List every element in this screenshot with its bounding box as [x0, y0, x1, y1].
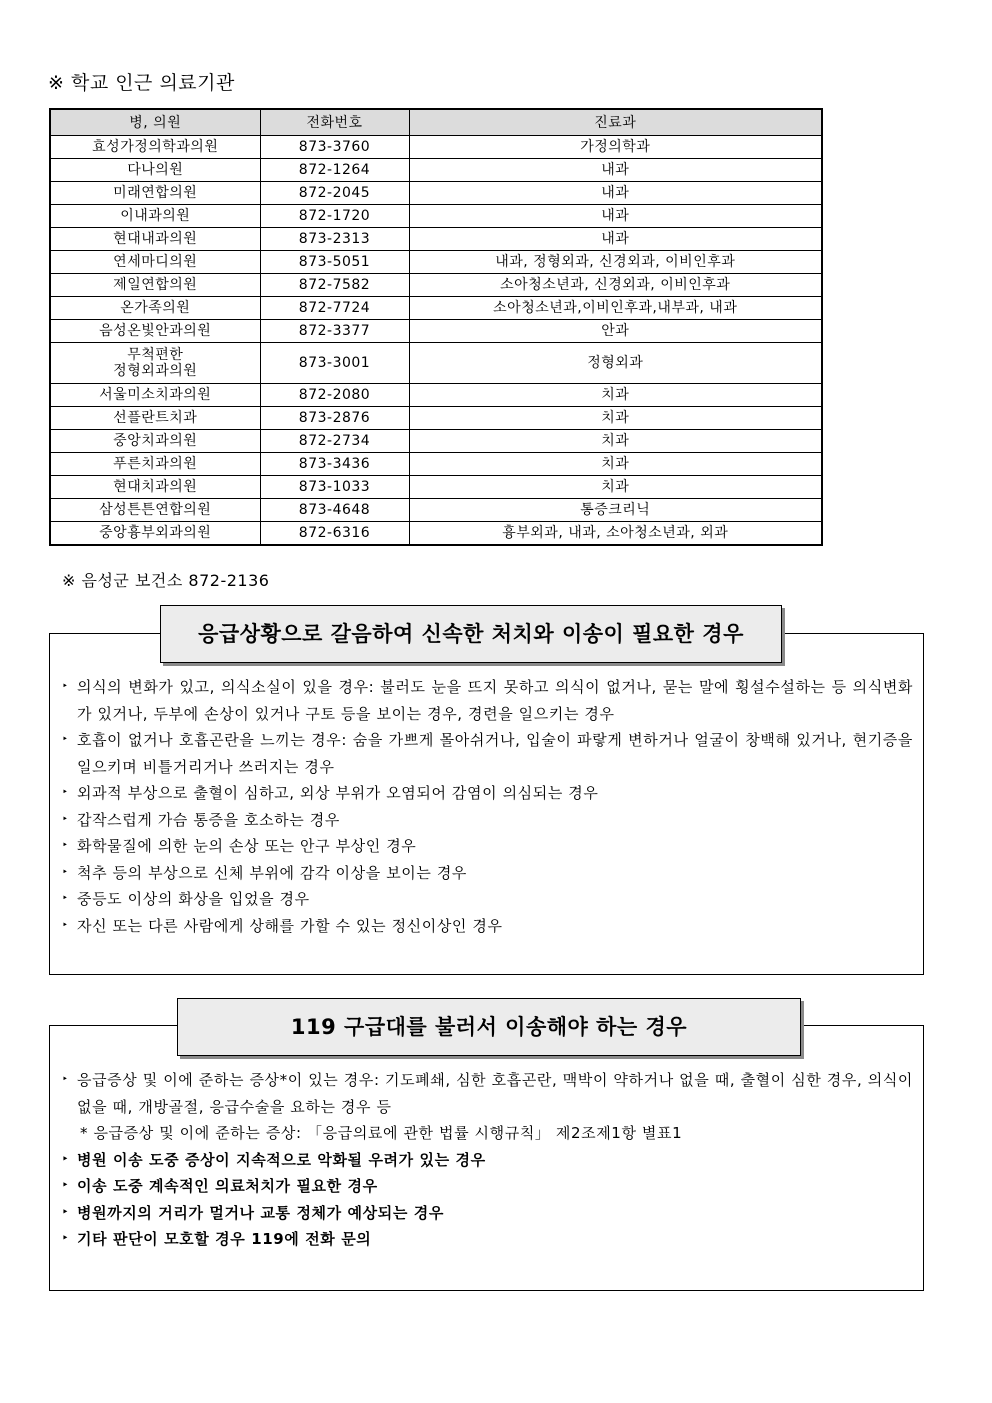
table-row	[50, 343, 822, 384]
list-item: ‣ 병원까지의 거리가 멀거나 교통 정체가 예상되는 경우	[62, 1200, 913, 1227]
clinic-name: 효성가정의학과의원	[50, 136, 260, 159]
bullet-marker: ‣	[62, 734, 69, 745]
clinic-name: 무척편한 정형외과의원	[50, 343, 260, 384]
table-row	[50, 159, 822, 182]
clinic-department: 소아청소년과, 신경외과, 이비인후과	[409, 274, 822, 297]
clinic-name: 삼성튼튼연합의원	[50, 499, 260, 522]
clinic-name: 이내과의원	[50, 205, 260, 228]
clinic-phone: 872-2080	[260, 384, 409, 407]
list-item: ‣ 기타 판단이 모호할 경우 119에 전화 문의	[62, 1226, 913, 1253]
clinic-department: 내과	[409, 228, 822, 251]
clinic-phone: 872-7582	[260, 274, 409, 297]
clinic-name: 중앙흉부외과의원	[50, 522, 260, 546]
list-item: ‣ 응급증상 및 이에 준하는 증상*이 있는 경우: 기도폐쇄, 심한 호흡곤란, 맥박이 약하거나 없을 때, 출혈이 심한 경우, 의식이 없을 때, 개방골절, 응급수술을 요하는 경우 등	[62, 1067, 913, 1120]
emergency-box	[49, 633, 924, 975]
table-row	[50, 205, 822, 228]
clinic-name: 미래연합의원	[50, 182, 260, 205]
table-row	[50, 499, 822, 522]
table-row	[50, 136, 822, 159]
list-item: ‣ 호흡이 없거나 호흡곤란을 느끼는 경우: 숨을 가쁘게 몰아쉬거나, 입술이 파랗게 변하거나 얼굴이 창백해 있거나, 현기증을 일으키며 비틀거리거나 쓰러지는 경우	[62, 727, 913, 780]
bullet-marker: ‣	[62, 813, 69, 825]
clinic-phone: 873-3760	[260, 136, 409, 159]
table-row	[50, 182, 822, 205]
clinic-phone: 873-2876	[260, 407, 409, 430]
clinic-phone: 872-2734	[260, 430, 409, 453]
bullet-marker: ‣	[62, 1180, 69, 1191]
bullet-marker: ‣	[62, 1206, 69, 1218]
list-item: ‣ 병원 이송 도중 증상이 지속적으로 악화될 우려가 있는 경우	[62, 1147, 913, 1174]
list-item: ‣ 갑작스럽게 가슴 통증을 호소하는 경우	[62, 807, 913, 834]
ambulance-heading: 119 구급대를 불러서 이송해야 하는 경우	[177, 998, 801, 1056]
ambulance-box	[49, 1025, 924, 1291]
clinic-department: 치과	[409, 407, 822, 430]
clinic-phone: 873-5051	[260, 251, 409, 274]
footnote: * 응급증상 및 이에 준하는 증상: 「응급의료에 관한 법률 시행규칙」 제2조제1항 별표1	[80, 1124, 683, 1142]
clinic-phone: 872-1264	[260, 159, 409, 182]
clinic-department: 흉부외과, 내과, 소아청소년과, 외과	[409, 522, 822, 546]
clinic-name: 제일연합의원	[50, 274, 260, 297]
clinic-name: 현대치과의원	[50, 476, 260, 499]
clinic-department: 내과, 정형외과, 신경외과, 이비인후과	[409, 251, 822, 274]
clinic-department: 가정의학과	[409, 136, 822, 159]
clinic-phone: 873-4648	[260, 499, 409, 522]
table-row	[50, 476, 822, 499]
clinic-department: 내과	[409, 159, 822, 182]
page-title: ※ 학교 인근 의료기관	[48, 72, 235, 94]
header-clinic: 병, 의원	[50, 109, 260, 136]
table-row	[50, 522, 822, 546]
clinic-name: 선플란트치과	[50, 407, 260, 430]
table-row	[50, 407, 822, 430]
clinic-name: 서울미소치과의원	[50, 384, 260, 407]
table-row	[50, 228, 822, 251]
bullet-marker: ‣	[62, 1233, 69, 1244]
list-item: ‣ 의식의 변화가 있고, 의식소실이 있을 경우: 불러도 눈을 뜨지 못하고 의식이 없거나, 묻는 말에 횡설수설하는 등 의식변화가 있거나, 두부에 손상이 있거나 구토 등을 보이는 경우, 경련을 일으키는 경우	[62, 674, 913, 727]
table-row	[50, 251, 822, 274]
clinic-phone: 872-1720	[260, 205, 409, 228]
table-row	[50, 320, 822, 343]
table-row	[50, 274, 822, 297]
health-center-contact: ※ 음성군 보건소 872-2136	[62, 571, 270, 590]
header-phone: 전화번호	[260, 109, 409, 136]
clinic-name: 음성온빛안과의원	[50, 320, 260, 343]
list-item: ‣ 화학물질에 의한 눈의 손상 또는 안구 부상인 경우	[62, 833, 913, 860]
list-item: ‣ 척추 등의 부상으로 신체 부위에 감각 이상을 보이는 경우	[62, 860, 913, 887]
clinic-department: 통증크리닉	[409, 499, 822, 522]
clinic-department: 정형외과	[409, 343, 822, 384]
table-row	[50, 430, 822, 453]
emergency-heading: 응급상황으로 갈음하여 신속한 처치와 이송이 필요한 경우	[160, 605, 782, 663]
clinic-phone: 872-2045	[260, 182, 409, 205]
bullet-marker: ‣	[62, 681, 69, 692]
clinic-department: 치과	[409, 476, 822, 499]
emergency-list	[62, 674, 913, 939]
clinic-name: 현대내과의원	[50, 228, 260, 251]
bullet-marker: ‣	[62, 893, 69, 904]
clinic-phone: 873-3001	[260, 343, 409, 384]
list-item: ‣ 외과적 부상으로 출혈이 심하고, 외상 부위가 오염되어 감염이 의심되는 경우	[62, 780, 913, 807]
table-row	[50, 384, 822, 407]
clinic-phone: 872-6316	[260, 522, 409, 546]
clinic-department: 내과	[409, 205, 822, 228]
clinic-department: 안과	[409, 320, 822, 343]
clinic-phone: 872-7724	[260, 297, 409, 320]
clinic-name: 푸른치과의원	[50, 453, 260, 476]
clinic-name: 중앙치과의원	[50, 430, 260, 453]
clinic-table	[49, 108, 823, 546]
bullet-marker: ‣	[62, 1074, 69, 1085]
header-department: 진료과	[409, 109, 822, 136]
clinic-department: 소아청소년과,이비인후과,내부과, 내과	[409, 297, 822, 320]
table-header-row	[50, 109, 822, 136]
clinic-phone: 873-3436	[260, 453, 409, 476]
list-item: ‣ 중등도 이상의 화상을 입었을 경우	[62, 886, 913, 913]
bullet-marker: ‣	[62, 840, 69, 851]
clinic-phone: 873-2313	[260, 228, 409, 251]
clinic-name: 온가족의원	[50, 297, 260, 320]
clinic-name: 연세마디의원	[50, 251, 260, 274]
clinic-department: 치과	[409, 453, 822, 476]
clinic-phone: 872-3377	[260, 320, 409, 343]
clinic-name: 다나의원	[50, 159, 260, 182]
bullet-marker: ‣	[62, 787, 69, 798]
bullet-marker: ‣	[62, 919, 69, 931]
ambulance-list	[62, 1067, 913, 1253]
clinic-phone: 873-1033	[260, 476, 409, 499]
table-row	[50, 453, 822, 476]
list-item: ‣ 자신 또는 다른 사람에게 상해를 가할 수 있는 정신이상인 경우	[62, 913, 913, 940]
clinic-department: 치과	[409, 430, 822, 453]
clinic-department: 치과	[409, 384, 822, 407]
list-item: ‣ 이송 도중 계속적인 의료처치가 필요한 경우	[62, 1173, 913, 1200]
bullet-marker: ‣	[62, 866, 69, 878]
clinic-department: 내과	[409, 182, 822, 205]
table-row	[50, 297, 822, 320]
bullet-marker: ‣	[62, 1153, 69, 1165]
